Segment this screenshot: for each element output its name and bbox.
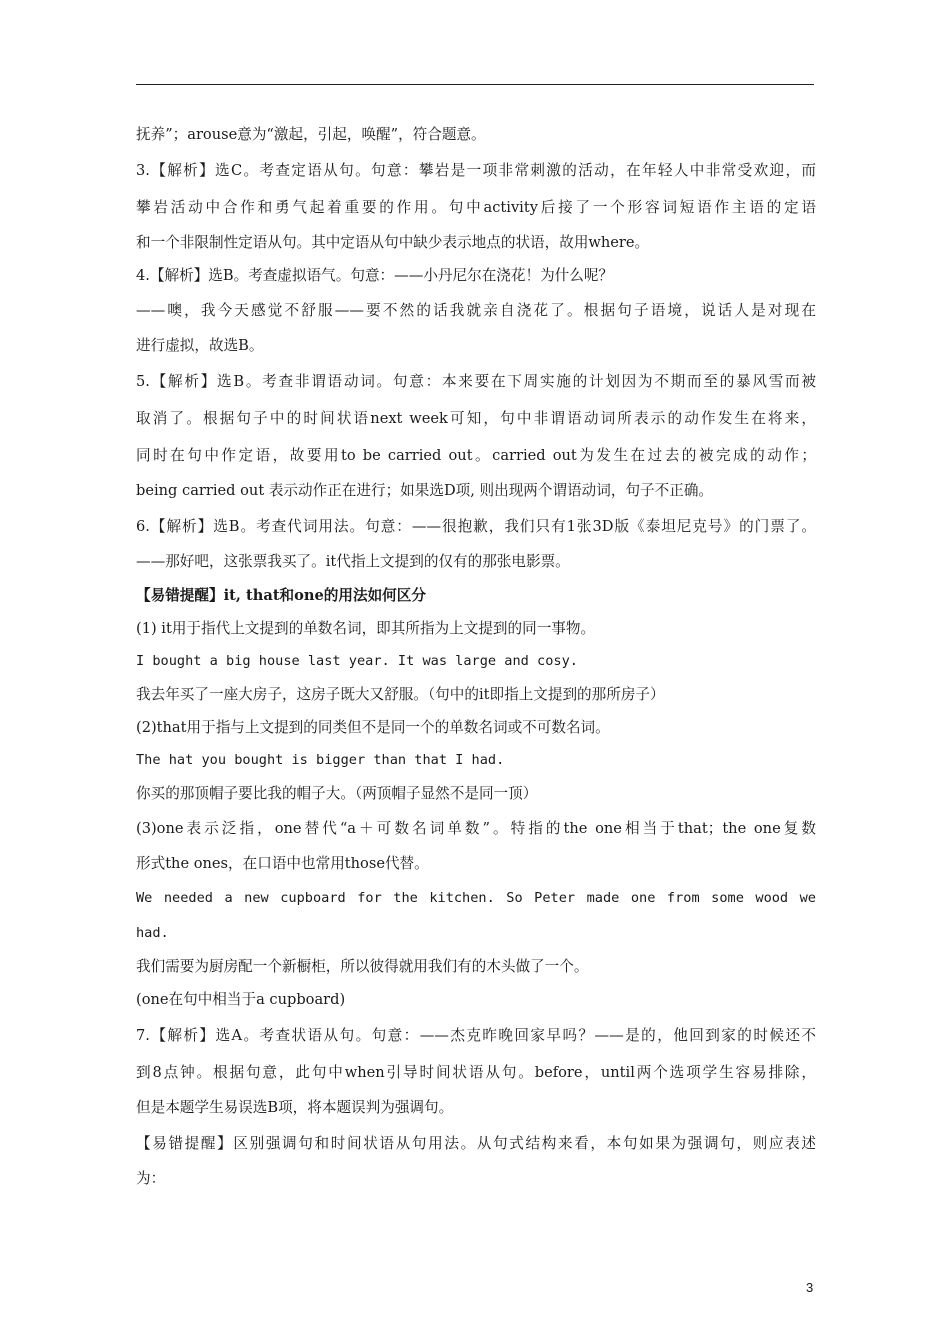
text-line: The hat you bought is bigger than that I had. [136,752,505,768]
text-line: We needed a new cupboard for the kitchen. So Peter made one from some wood we [136,890,816,906]
text-line: ——那好吧，这张票我买了。it代指上文提到的仅有的那张电影票。 [136,553,570,570]
text-line: (2)that用于指与上文提到的同类但不是同一个的单数名词或不可数名词。 [136,719,610,736]
page-content [136,118,816,1196]
text-line: 你买的那顶帽子要比我的帽子大。（两顶帽子显然不是同一顶） [136,785,538,802]
text-line: 我去年买了一座大房子，这房子既大又舒服。（句中的it即指上文提到的那所房子） [136,686,665,703]
text-line: 攀岩活动中合作和勇气起着重要的作用。句中activity后接了一个形容词短语作主语的定语 [136,199,816,216]
text-line: 和一个非限制性定语从句。其中定语从句中缺少表示地点的状语，故用where。 [136,234,650,251]
text-line: ——噢，我今天感觉不舒服——要不然的话我就亲自浇花了。根据句子语境，说话人是对现在 [136,302,816,319]
header-rule [136,84,814,85]
text-line: 7.【解析】选A。考查状语从句。句意：——杰克昨晚回家早吗？——是的，他回到家的时候还不 [136,1027,816,1044]
text-line: 但是本题学生易误选B项，将本题误判为强调句。 [136,1099,454,1116]
text-line: being carried out 表示动作正在进行；如果选D项, 则出现两个谓语动词，句子不正确。 [136,482,714,499]
text-line: 5.【解析】选B。考查非谓语动词。句意：本来要在下周实施的计划因为不期而至的暴风雪而被 [136,373,816,390]
text-line: 3.【解析】选C。考查定语从句。句意：攀岩是一项非常刺激的活动，在年轻人中非常受欢迎，而 [136,162,816,179]
text-line: (1) it用于指代上文提到的单数名词，即其所指为上文提到的同一事物。 [136,620,596,637]
text-line: (3)one表示泛指，one替代“a＋可数名词单数”。特指的the one相当于that；the one复数 [136,820,816,837]
text-line: 抚养”；arouse意为“激起，引起，唤醒”，符合题意。 [136,126,486,143]
text-line: 形式the ones，在口语中也常用those代替。 [136,855,429,872]
text-line: 取消了。根据句子中的时间状语next week可知，句中非谓语动词所表示的动作发生在将来， [136,410,816,427]
text-line: (one在句中相当于a cupboard) [136,991,346,1008]
text-line: 6.【解析】选B。考查代词用法。句意：——很抱歉，我们只有1张3D版《泰坦尼克号》的门票了。 [136,518,816,535]
text-line: 【易错提醒】it, that和one的用法如何区分 [136,587,426,604]
page-number: 3 [806,1280,814,1295]
text-line: 4.【解析】选B。考查虚拟语气。句意：——小丹尼尔在浇花！为什么呢？ [136,267,614,284]
text-line: had. [136,925,169,941]
text-line: 【易错提醒】区别强调句和时间状语从句用法。从句式结构来看，本句如果为强调句，则应表述 [136,1135,816,1152]
text-line: 同时在句中作定语，故要用to be carried out。carried out为发生在过去的被完成的动作； [136,447,816,464]
text-line: 为： [136,1170,166,1187]
text-line: 到8点钟。根据句意，此句中when引导时间状语从句。before，until两个选项学生容易排除， [136,1064,816,1081]
text-line: 进行虚拟，故选B。 [136,337,264,354]
text-line: 我们需要为厨房配一个新橱柜，所以彼得就用我们有的木头做了一个。 [136,958,589,975]
text-line: I bought a big house last year. It was large and cosy. [136,653,578,669]
